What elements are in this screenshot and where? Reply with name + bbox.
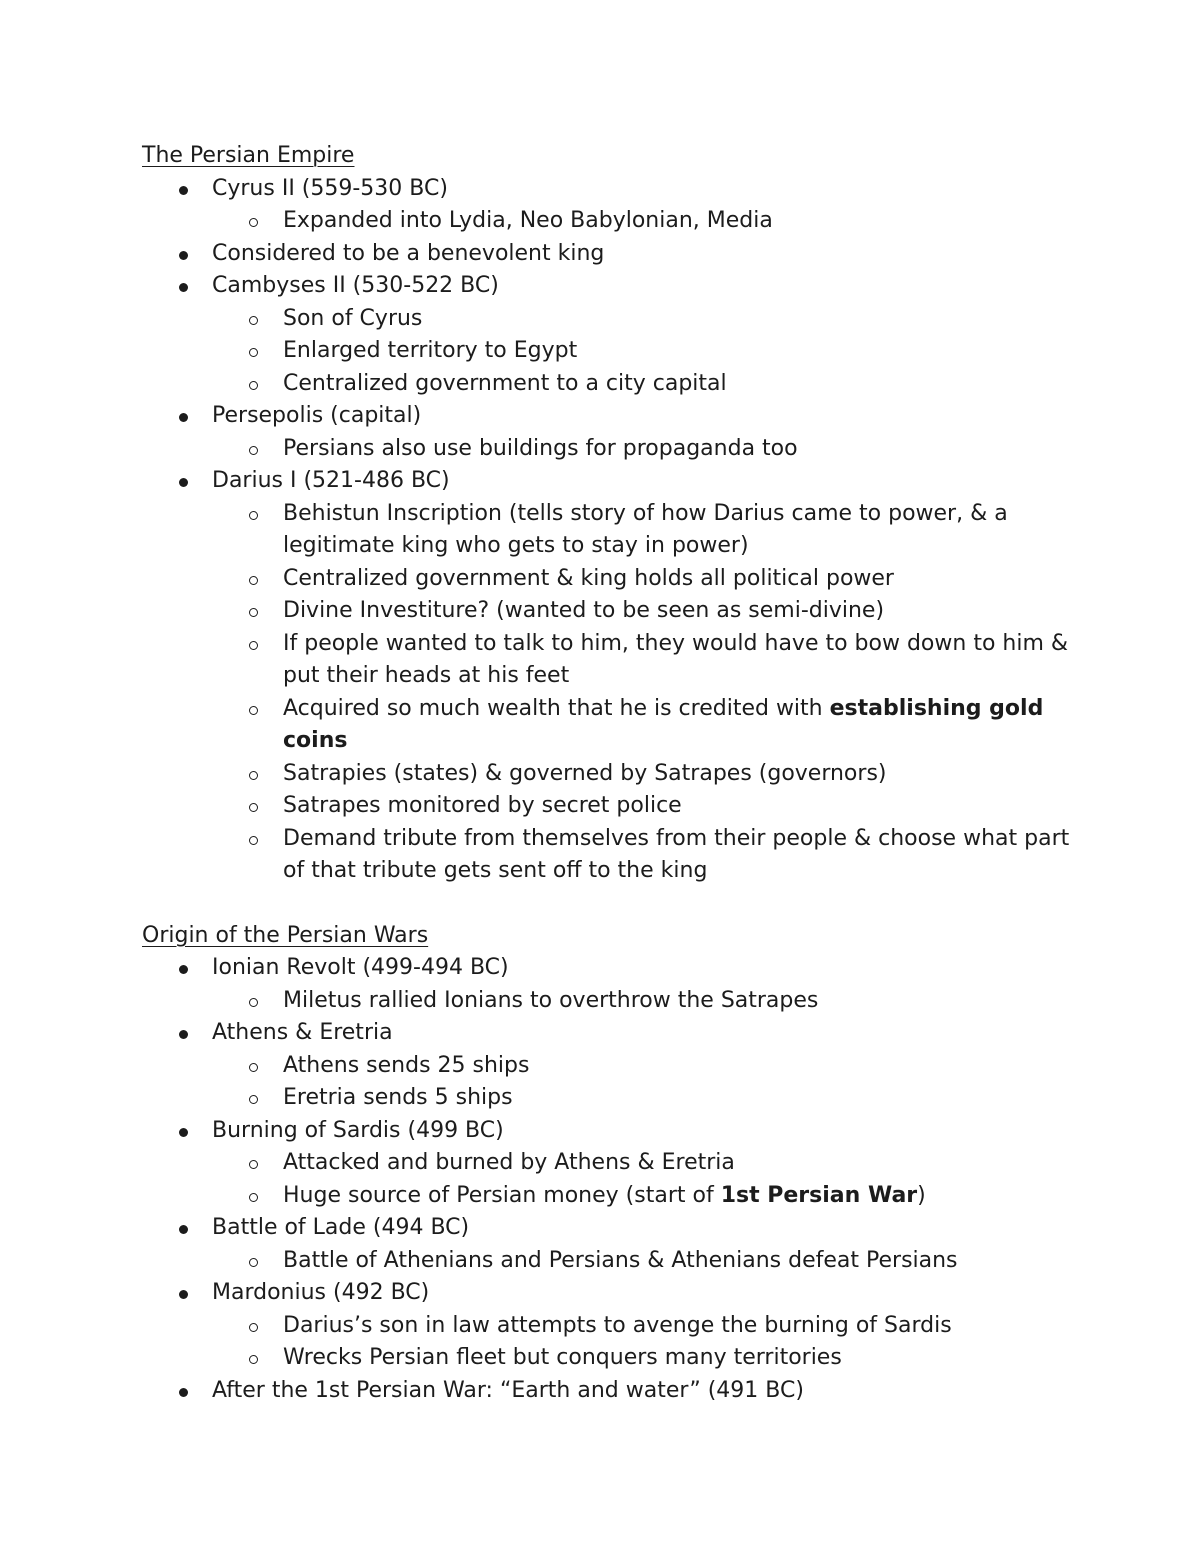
list-item xyxy=(142,238,1072,271)
hollow-bullet-icon xyxy=(249,608,258,617)
sub-list-item-text: Huge source of Persian money (start of xyxy=(283,1182,721,1208)
sub-list-item xyxy=(212,368,1083,401)
list-item xyxy=(142,173,1072,238)
sub-list-item-text: Wrecks Persian fleet but conquers many territories xyxy=(283,1345,842,1370)
sub-list-item xyxy=(212,823,1083,888)
list-item-text: After the 1st Persian War: “Earth and water” (491 BC) xyxy=(212,1377,804,1403)
bullet-list xyxy=(142,173,1072,888)
sub-list-item xyxy=(212,433,1083,466)
hollow-bullet-icon xyxy=(249,998,258,1007)
sub-bullet-list xyxy=(212,205,1072,238)
sub-list-item-text-tail: ) xyxy=(917,1182,926,1208)
sub-list-item xyxy=(212,1082,1083,1115)
hollow-bullet-icon xyxy=(249,1258,258,1267)
filled-bullet-icon xyxy=(179,478,188,487)
hollow-bullet-icon xyxy=(249,1063,258,1072)
hollow-bullet-icon xyxy=(249,1323,258,1332)
hollow-bullet-icon xyxy=(249,836,258,845)
hollow-bullet-icon xyxy=(249,446,258,455)
list-item-text: Cambyses II (530-522 BC) xyxy=(212,273,499,298)
list-item xyxy=(142,1212,1072,1277)
sub-list-item xyxy=(212,335,1083,368)
sub-list-item-text: Attacked and burned by Athens & Eretria xyxy=(283,1150,735,1175)
sub-bullet-list xyxy=(212,1310,1072,1375)
sub-list-item-text: Expanded into Lydia, Neo Babylonian, Media xyxy=(283,208,773,233)
sub-list-item xyxy=(212,985,1083,1018)
filled-bullet-icon xyxy=(179,186,188,195)
section-heading: Origin of the Persian Wars xyxy=(142,922,429,948)
hollow-bullet-icon xyxy=(249,706,258,715)
list-item-text: Burning of Sardis (499 BC) xyxy=(212,1117,504,1143)
list-item xyxy=(142,400,1072,465)
sub-list-item xyxy=(212,205,1083,238)
list-item xyxy=(142,1115,1072,1213)
sub-bullet-list xyxy=(212,1147,1072,1212)
sub-list-item-text: Darius’s son in law attempts to avenge the burning of Sardis xyxy=(283,1312,952,1338)
filled-bullet-icon xyxy=(179,965,188,974)
sub-list-item-text: Son of Cyrus xyxy=(283,305,423,331)
sub-list-item xyxy=(212,498,1083,563)
list-item-text: Cyrus II (559-530 BC) xyxy=(212,175,448,201)
sub-list-item xyxy=(212,1245,1083,1278)
sub-bullet-list xyxy=(212,985,1072,1018)
filled-bullet-icon xyxy=(179,1128,188,1137)
hollow-bullet-icon xyxy=(249,348,258,357)
sub-list-item xyxy=(212,1050,1083,1083)
sub-list-item-text: Eretria sends 5 ships xyxy=(283,1085,513,1110)
filled-bullet-icon xyxy=(179,1290,188,1299)
sub-list-item xyxy=(212,1180,1083,1213)
filled-bullet-icon xyxy=(179,413,188,422)
sub-list-item-text: If people wanted to talk to him, they would have to bow down to him & put their heads at his feet xyxy=(283,630,1069,688)
sub-list-item-text: Enlarged territory to Egypt xyxy=(283,338,578,363)
list-item-text: Persepolis (capital) xyxy=(212,403,422,428)
sub-list-item xyxy=(212,758,1083,791)
sub-list-item-text: Athens sends 25 ships xyxy=(283,1052,530,1078)
list-item-text: Mardonius (492 BC) xyxy=(212,1280,430,1305)
list-item xyxy=(142,1375,1072,1408)
hollow-bullet-icon xyxy=(249,316,258,325)
hollow-bullet-icon xyxy=(249,641,258,650)
sub-list-item xyxy=(212,790,1083,823)
sub-list-item xyxy=(212,595,1083,628)
sub-list-item-text: Satrapies (states) & governed by Satrapes (governors) xyxy=(283,760,887,786)
sub-list-item-text: Acquired so much wealth that he is credited with xyxy=(283,695,830,721)
list-item xyxy=(142,270,1072,400)
sub-list-item xyxy=(212,1147,1083,1180)
sub-list-item-text: Persians also use buildings for propaganda too xyxy=(283,435,798,461)
sub-bullet-list xyxy=(212,303,1072,401)
sub-list-item xyxy=(212,1342,1083,1375)
hollow-bullet-icon xyxy=(249,1355,258,1364)
sub-list-item-text: Battle of Athenians and Persians & Athenians defeat Persians xyxy=(283,1247,958,1273)
hollow-bullet-icon xyxy=(249,1160,258,1169)
sub-list-item xyxy=(212,1310,1083,1343)
notes-section xyxy=(142,140,1072,888)
sub-list-item-text: Behistun Inscription (tells story of how Darius came to power, & a legitimate king who gets to stay in power) xyxy=(283,500,1008,558)
sub-list-item-text: Centralized government & king holds all political power xyxy=(283,565,894,591)
sub-list-item xyxy=(212,693,1083,758)
sub-bullet-list xyxy=(212,433,1072,466)
hollow-bullet-icon xyxy=(249,381,258,390)
list-item-text: Ionian Revolt (499-494 BC) xyxy=(212,955,509,980)
sub-bullet-list xyxy=(212,498,1072,888)
sub-bullet-list xyxy=(212,1245,1072,1278)
notes-section xyxy=(142,920,1072,1408)
sub-list-item-text: Demand tribute from themselves from their people & choose what part of that tribute gets sent off to the king xyxy=(283,825,1070,883)
list-item xyxy=(142,1277,1072,1375)
list-item xyxy=(142,465,1072,888)
hollow-bullet-icon xyxy=(249,803,258,812)
list-item xyxy=(142,1017,1072,1115)
filled-bullet-icon xyxy=(179,1388,188,1397)
hollow-bullet-icon xyxy=(249,1095,258,1104)
hollow-bullet-icon xyxy=(249,576,258,585)
filled-bullet-icon xyxy=(179,1030,188,1039)
sub-bullet-list xyxy=(212,1050,1072,1115)
list-item-text: Darius I (521-486 BC) xyxy=(212,468,450,493)
filled-bullet-icon xyxy=(179,251,188,260)
list-item-text: Battle of Lade (494 BC) xyxy=(212,1215,470,1240)
list-item-text: Considered to be a benevolent king xyxy=(212,240,605,266)
bold-term: 1st Persian War xyxy=(720,1182,918,1208)
filled-bullet-icon xyxy=(179,283,188,292)
filled-bullet-icon xyxy=(179,1225,188,1234)
sub-list-item xyxy=(212,563,1083,596)
sub-list-item xyxy=(212,628,1083,693)
sub-list-item-text: Satrapes monitored by secret police xyxy=(283,793,682,818)
hollow-bullet-icon xyxy=(249,511,258,520)
hollow-bullet-icon xyxy=(249,218,258,227)
section-heading: The Persian Empire xyxy=(142,143,355,168)
list-item xyxy=(142,952,1072,1017)
sub-list-item-text: Centralized government to a city capital xyxy=(283,370,727,396)
bullet-list xyxy=(142,952,1072,1407)
hollow-bullet-icon xyxy=(249,1193,258,1202)
document-page xyxy=(142,140,1072,1407)
sub-list-item-text: Miletus rallied Ionians to overthrow the Satrapes xyxy=(283,987,819,1013)
hollow-bullet-icon xyxy=(249,771,258,780)
sub-list-item xyxy=(212,303,1083,336)
list-item-text: Athens & Eretria xyxy=(212,1020,393,1045)
bold-term: establishing gold coins xyxy=(283,695,1044,753)
sub-list-item-text: Divine Investiture? (wanted to be seen as semi-divine) xyxy=(283,598,885,623)
